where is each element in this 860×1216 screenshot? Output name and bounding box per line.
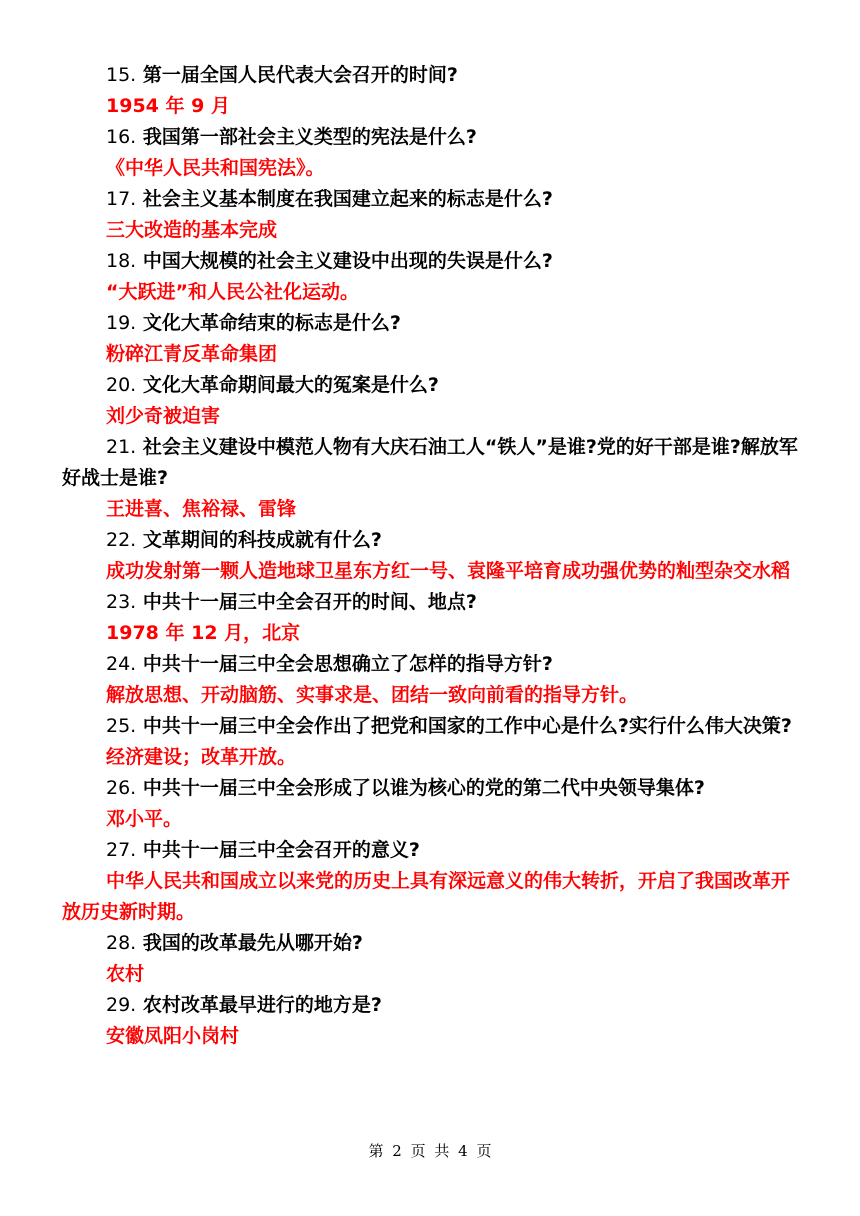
answer-25: 经济建设；改革开放。 — [106, 746, 297, 768]
question-number: 26. — [106, 777, 137, 799]
question-text: 我国的改革最先从哪开始? — [142, 932, 363, 954]
question-20 — [62, 370, 802, 401]
question-text: 农村改革最早进行的地方是? — [142, 994, 382, 1016]
question-21 — [62, 432, 802, 494]
question-number: 29. — [106, 994, 137, 1016]
question-number: 18. — [106, 250, 137, 272]
question-number: 24. — [106, 653, 137, 675]
question-number: 25. — [106, 715, 137, 737]
question-number: 27. — [106, 839, 137, 861]
question-text: 社会主义基本制度在我国建立起来的标志是什么? — [142, 188, 553, 210]
page-footer: 第 2 页 共 4 页 — [368, 1142, 492, 1160]
question-18 — [62, 246, 802, 277]
question-24 — [62, 649, 802, 680]
question-15 — [62, 60, 802, 91]
answer-27: 中华人民共和国成立以来党的历史上具有深远意义的伟大转折，开启了我国改革开放历史新时期。 — [62, 870, 791, 923]
question-number: 21. — [106, 436, 137, 458]
answer-28: 农村 — [106, 963, 145, 985]
question-text: 中共十一届三中全会召开的时间、地点? — [142, 591, 477, 613]
question-number: 17. — [106, 188, 137, 210]
question-number: 23. — [106, 591, 137, 613]
question-22 — [62, 525, 802, 556]
question-number: 15. — [106, 64, 137, 86]
question-23 — [62, 587, 802, 618]
qa-list — [62, 60, 802, 1052]
question-text: 中国大规模的社会主义建设中出现的失误是什么? — [142, 250, 553, 272]
question-text: 中共十一届三中全会形成了以谁为核心的党的第二代中央领导集体? — [142, 777, 705, 799]
answer-15: 1954 年 9 月 — [106, 95, 230, 117]
answer-17: 三大改造的基本完成 — [106, 219, 278, 241]
question-25 — [62, 711, 802, 742]
question-text: 我国第一部社会主义类型的宪法是什么? — [142, 126, 477, 148]
answer-24: 解放思想、开动脑筋、实事求是、团结一致向前看的指导方针。 — [106, 684, 639, 706]
question-16 — [62, 122, 802, 153]
question-number: 19. — [106, 312, 137, 334]
question-text: 文革期间的科技成就有什么? — [142, 529, 382, 551]
answer-18: “大跃进”和人民公社化运动。 — [106, 281, 359, 303]
answer-16: 《中华人民共和国宪法》。 — [106, 157, 325, 179]
answer-19: 粉碎江青反革命集团 — [106, 343, 278, 365]
answer-23: 1978 年 12 月，北京 — [106, 622, 301, 644]
question-number: 16. — [106, 126, 137, 148]
answer-22: 成功发射第一颗人造地球卫星东方红一号、袁隆平培育成功强优势的籼型杂交水稻 — [106, 560, 791, 582]
question-number: 28. — [106, 932, 137, 954]
question-number: 22. — [106, 529, 137, 551]
question-19 — [62, 308, 802, 339]
question-27 — [62, 835, 802, 866]
question-text: 中共十一届三中全会作出了把党和国家的工作中心是什么?实行什么伟大决策? — [142, 715, 792, 737]
question-17 — [62, 184, 802, 215]
question-text: 中共十一届三中全会召开的意义? — [142, 839, 420, 861]
question-26 — [62, 773, 802, 804]
question-text: 文化大革命结束的标志是什么? — [142, 312, 401, 334]
question-text: 中共十一届三中全会思想确立了怎样的指导方针? — [142, 653, 553, 675]
question-28 — [62, 928, 802, 959]
answer-20: 刘少奇被迫害 — [106, 405, 221, 427]
question-text: 社会主义建设中模范人物有大庆石油工人“铁人”是谁?党的好干部是谁?解放军好战士是谁? — [62, 436, 798, 489]
question-text: 第一届全国人民代表大会召开的时间? — [142, 64, 458, 86]
question-number: 20. — [106, 374, 137, 396]
question-text: 文化大革命期间最大的冤案是什么? — [142, 374, 439, 396]
answer-21: 王进喜、焦裕禄、雷锋 — [106, 498, 297, 520]
answer-26: 邓小平。 — [106, 808, 183, 830]
question-29 — [62, 990, 802, 1021]
answer-29: 安徽凤阳小岗村 — [106, 1025, 240, 1047]
